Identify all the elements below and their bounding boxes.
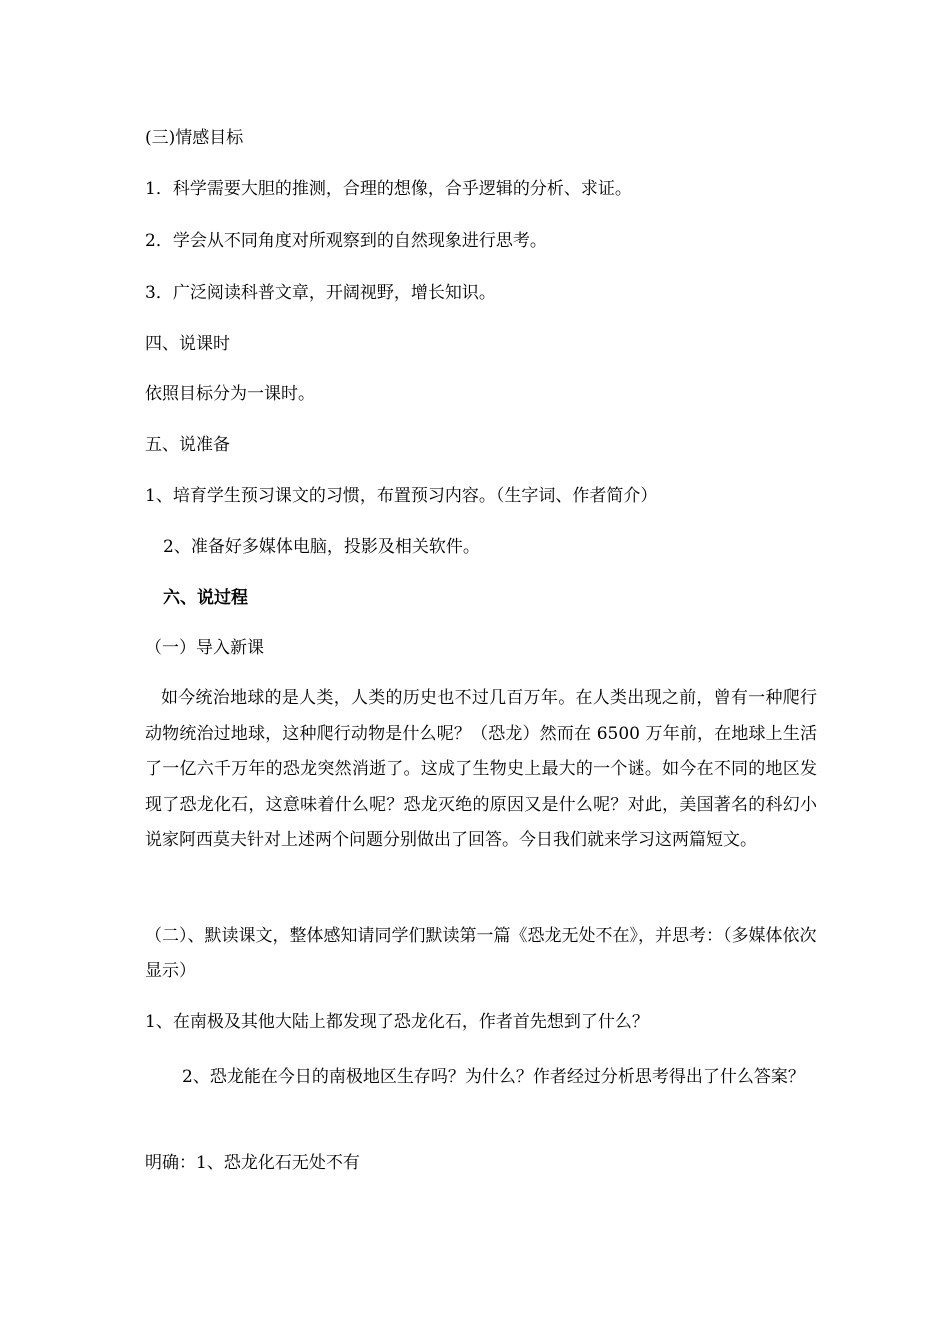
section4-text: 依照目标分为一课时。 [145, 384, 315, 404]
prep-item-2: 2、准备好多媒体电脑，投影及相关软件。 [163, 537, 480, 557]
answer-line: 明确：1、恐龙化石无处不有 [145, 1153, 360, 1173]
section6-heading: 六、说过程 [163, 588, 248, 608]
prep-item-1: 1、培育学生预习课文的习惯，布置预习内容。（生字词、作者简介） [145, 486, 658, 506]
section4-heading: 四、说课时 [145, 334, 230, 354]
sub1-heading: （一）导入新课 [145, 638, 264, 658]
emotional-goal-item-2: 2．学会从不同角度对所观察到的自然现象进行思考。 [145, 231, 547, 251]
emotional-goal-item-3: 3．广泛阅读科普文章，开阔视野，增长知识。 [145, 283, 496, 303]
question-2: 2、恐龙能在今日的南极地区生存吗？为什么？作者经过分析思考得出了什么答案？ [182, 1067, 805, 1087]
emotional-goal-item-1: 1．科学需要大胆的推测，合理的想像，合乎逻辑的分析、求证。 [145, 179, 632, 199]
sub2-paragraph: （二）、默读课文，整体感知请同学们默读第一篇《恐龙无处不在》，并思考：（多媒体依次显示） [145, 926, 817, 981]
intro-paragraph: 如今统治地球的是人类，人类的历史也不过几百万年。在人类出现之前，曾有一种爬行动物统治过地球，这种爬行动物是什么呢？（恐龙）然而在 6500 万年前，在地球上生活了一亿六千万年的恐龙突然消逝了。这成了生物史上最大的一个谜。如今在不同的地区发现了恐龙化石，这意味着什么呢？恐龙灭绝的原因又是什么呢？对此，美国著名的科幻小说家阿西莫夫针对上述两个问题分别做出了回答。今日我们就来学习这两篇短文。 [145, 688, 817, 850]
section5-heading: 五、说准备 [145, 435, 230, 455]
emotional-goal-heading: (三)情感目标 [145, 128, 244, 148]
question-1: 1、在南极及其他大陆上都发现了恐龙化石，作者首先想到了什么？ [145, 1012, 649, 1032]
